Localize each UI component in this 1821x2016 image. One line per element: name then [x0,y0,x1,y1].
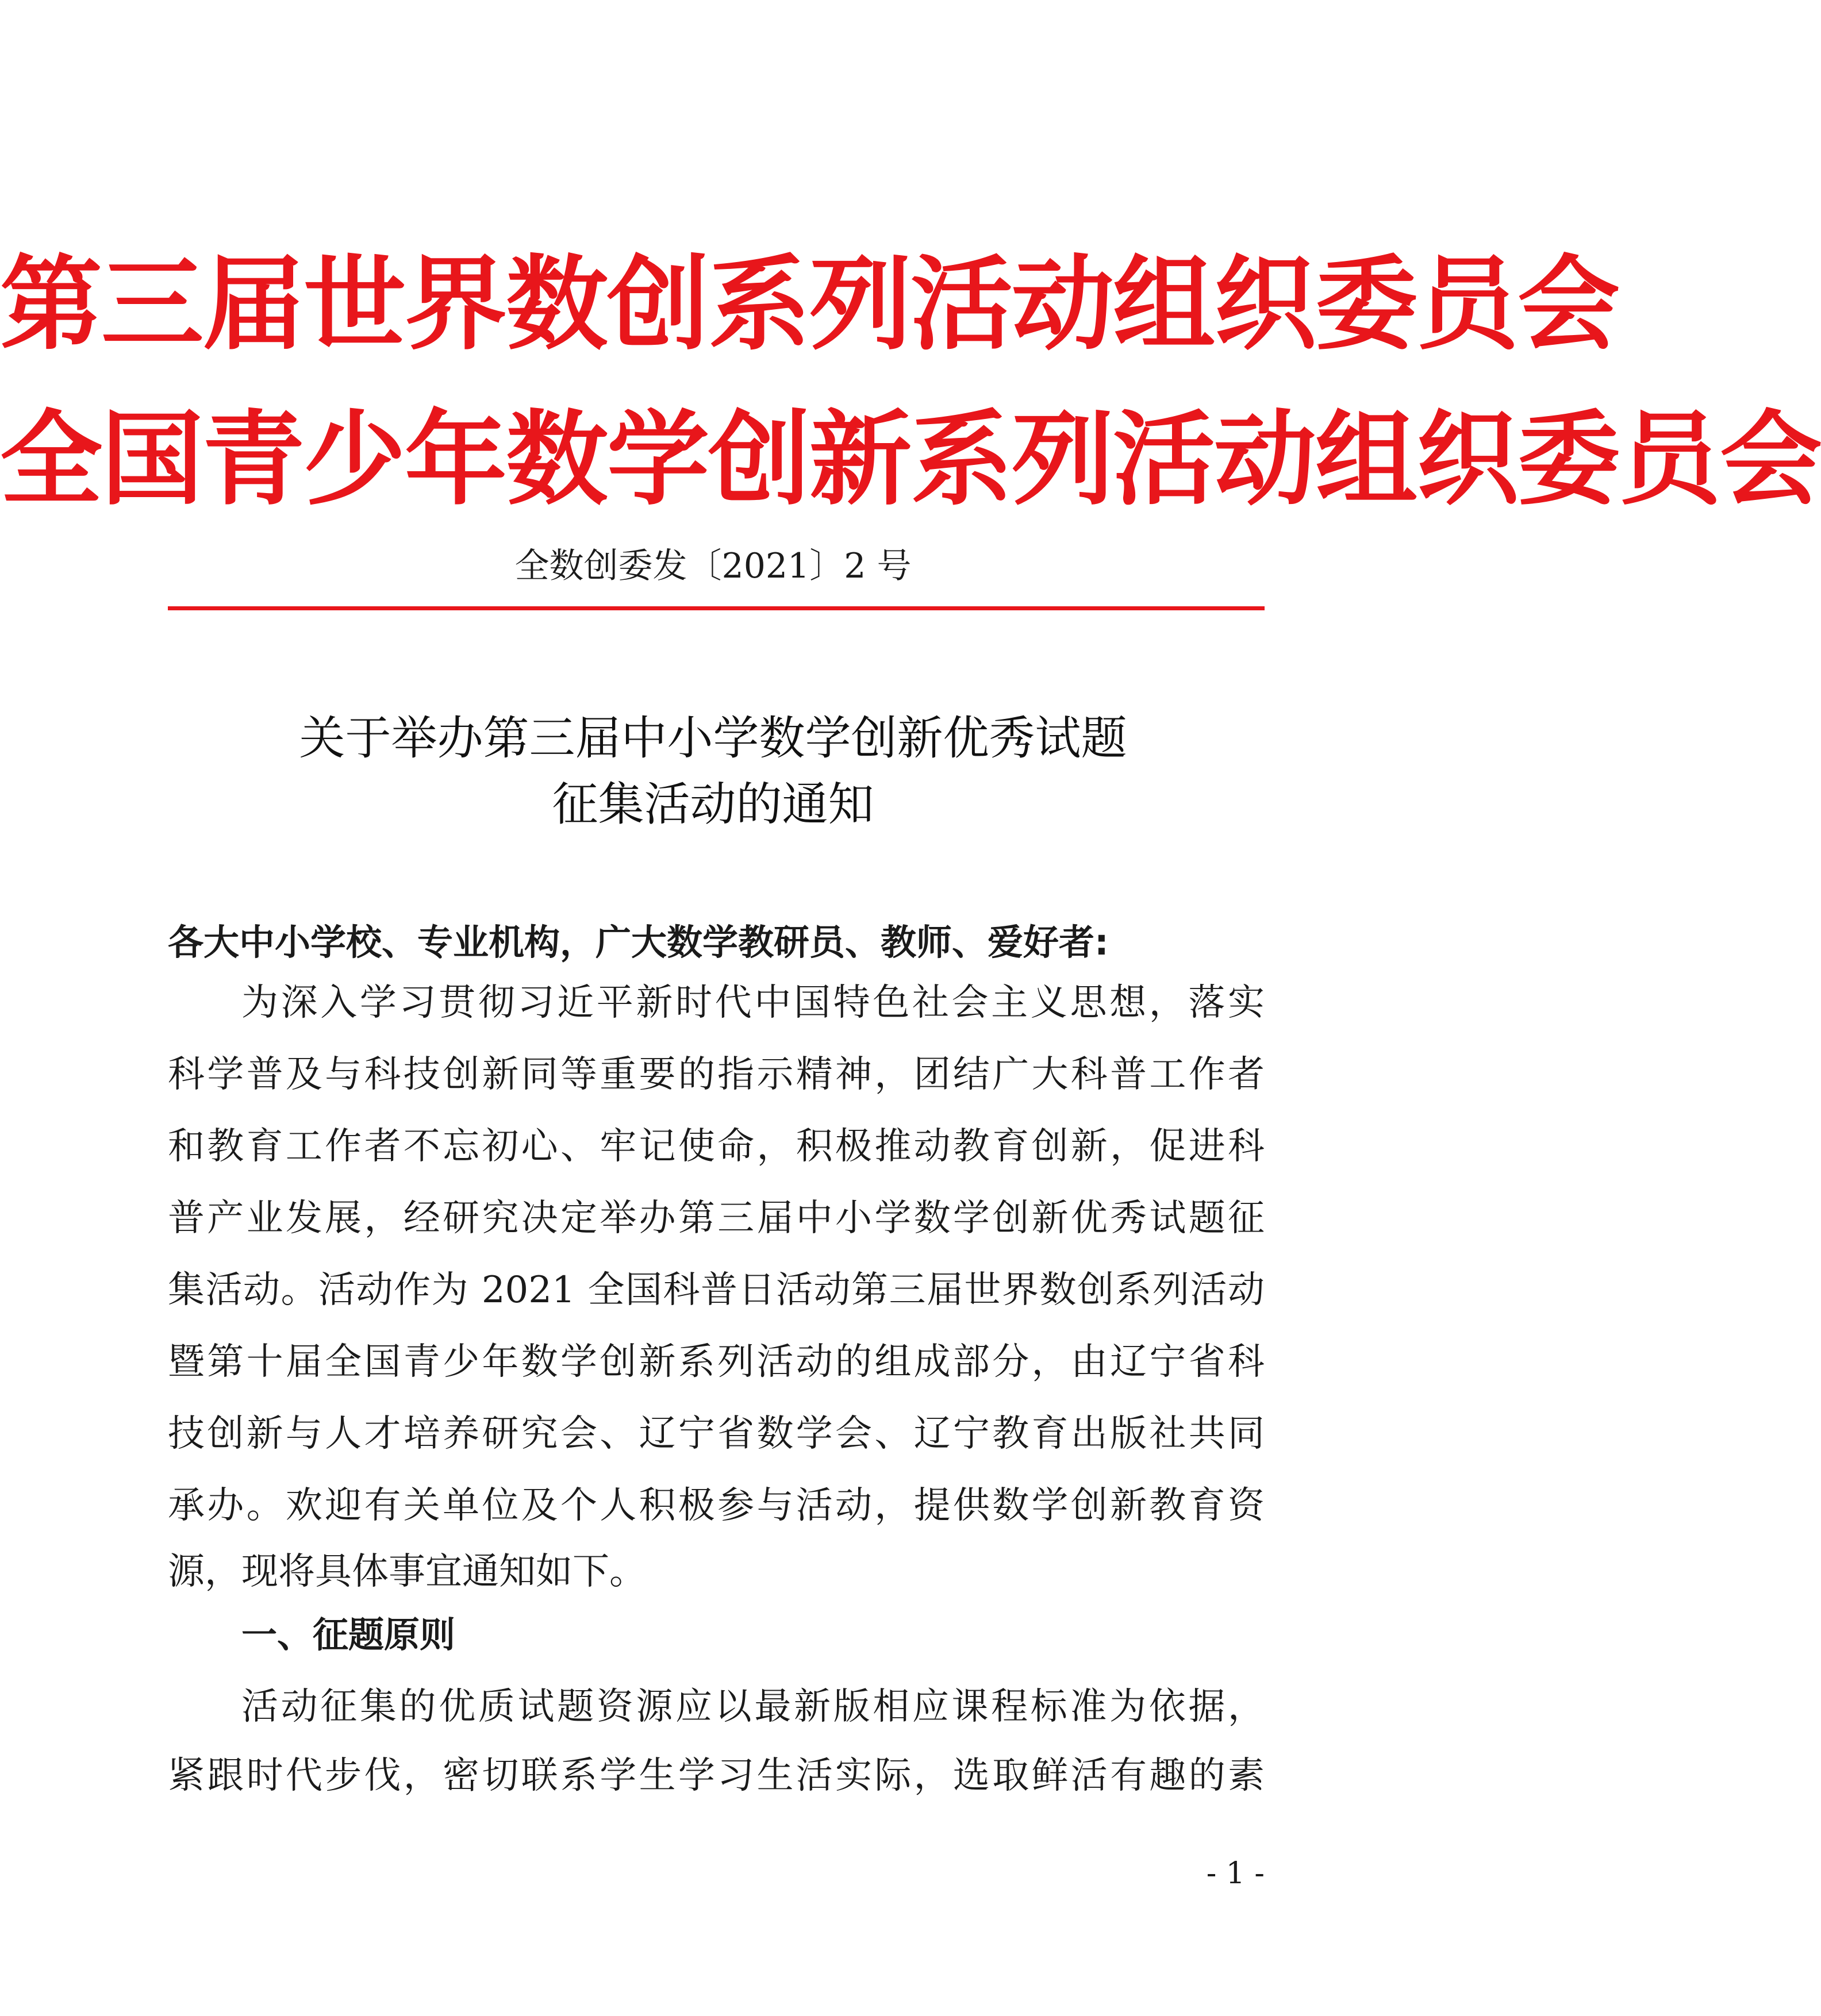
letterhead-line-1: 第三届世界数创系列活动组织委员会 [0,245,1619,364]
salutation: 各大中小学校、专业机构，广大数学教研员、教师、爱好者: [168,921,1109,963]
intro-paragraph-line: 科学普及与科技创新同等重要的指示精神，团结广大科普工作者 [168,1053,1265,1096]
intro-paragraph-line: 承办。欢迎有关单位及个人积极参与活动，提供数学创新教育资 [168,1484,1265,1527]
red-divider-rule [168,606,1265,610]
section-heading: 一、征题原则 [241,1614,456,1656]
notice-title-line-2: 征集活动的通知 [552,778,874,831]
section-paragraph-line: 紧跟时代步伐，密切联系学生学习生活实际，选取鲜活有趣的素 [168,1755,1265,1797]
intro-paragraph-line: 普产业发展，经研究决定举办第三届中小学数学创新优秀试题征 [168,1197,1265,1240]
document-number: 全数创委发〔2021〕2 号 [514,546,912,586]
intro-paragraph-line: 为深入学习贯彻习近平新时代中国特色社会主义思想，落实 [241,982,1265,1024]
page-number: - 1 - [1206,1856,1265,1891]
section-paragraph-line: 活动征集的优质试题资源应以最新版相应课程标准为依据， [241,1686,1265,1728]
intro-paragraph-line: 源，现将具体事宜通知如下。 [168,1551,646,1593]
letterhead-line-2: 全国青少年数学创新系列活动组织委员会 [0,400,1821,519]
intro-paragraph-line: 技创新与人才培养研究会、辽宁省数学会、辽宁教育出版社共同 [168,1413,1265,1455]
intro-paragraph-line: 暨第十届全国青少年数学创新系列活动的组成部分，由辽宁省科 [168,1341,1265,1383]
intro-paragraph-line: 和教育工作者不忘初心、牢记使命，积极推动教育创新，促进科 [168,1125,1265,1168]
intro-paragraph-line: 集活动。活动作为 2021 全国科普日活动第三届世界数创系列活动 [168,1269,1265,1311]
notice-title-line-1: 关于举办第三届中小学数学创新优秀试题 [299,711,1127,765]
